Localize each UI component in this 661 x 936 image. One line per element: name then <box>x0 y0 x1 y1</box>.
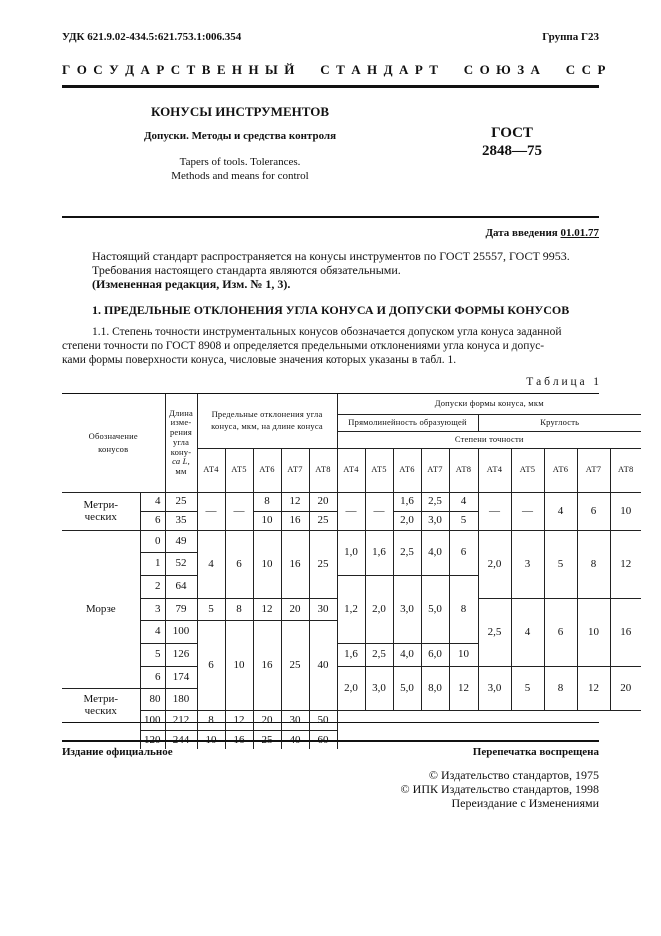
cone-number: 4 <box>140 492 165 511</box>
introduction-date-label: Дата введения <box>485 227 558 239</box>
angle-value: 30 <box>309 598 337 620</box>
header-at4: АТ4 <box>197 448 225 492</box>
introduction-date <box>420 227 599 239</box>
header-at8: АТ8 <box>610 448 641 492</box>
straightness-value: 1,6 <box>393 492 421 511</box>
table-caption: Т а б л и ц а 1 <box>526 376 599 388</box>
official-edition: Издание официальное <box>62 746 173 758</box>
angle-value: 10 <box>253 511 281 530</box>
document-subtitle: Допуски. Методы и средства контроля <box>143 130 337 142</box>
angle-value: 6 <box>225 530 253 598</box>
angle-value: 40 <box>309 620 337 710</box>
amendment-note: (Измененная редакция, Изм. № 1, 3). <box>92 277 291 291</box>
straightness-value: 2,5 <box>393 530 421 575</box>
header-at6: АТ6 <box>393 448 421 492</box>
roundness-value: 3,0 <box>478 666 511 710</box>
header-at6: АТ6 <box>544 448 577 492</box>
straightness-value: 2,0 <box>393 511 421 530</box>
roundness-value: 8 <box>577 530 610 598</box>
intro-paragraph-1: Настоящий стандарт распространяется на конусы инструментов по ГОСТ 25557, ГОСТ 9953. <box>92 249 570 263</box>
dash-cell: — <box>365 492 393 530</box>
straightness-value: 2,0 <box>337 666 365 710</box>
header-at5: АТ5 <box>511 448 544 492</box>
roundness-value: 16 <box>610 598 641 666</box>
table-row <box>62 530 641 552</box>
header-angle-deviation: Предельные отклонения угла конуса, мкм, на длине конуса <box>197 394 337 448</box>
metric-label: Метри- ческих <box>83 692 118 717</box>
straightness-value: 5,0 <box>421 575 449 643</box>
cone-number: 6 <box>140 666 165 688</box>
cone-number: 0 <box>140 530 165 552</box>
angle-value: 25 <box>309 511 337 530</box>
document-title: КОНУСЫ ИНСТРУМЕНТОВ <box>150 104 330 119</box>
gost-number: 2848—75 <box>482 143 542 159</box>
length-value: 35 <box>165 511 197 530</box>
angle-value: 50 <box>309 710 337 730</box>
section-1-heading: 1. ПРЕДЕЛЬНЫЕ ОТКЛОНЕНИЯ УГЛА КОНУСА И ДОПУСКИ ФОРМЫ КОНУСОВ <box>92 303 570 317</box>
dash-cell: — <box>337 492 365 530</box>
roundness-value: 5 <box>544 530 577 598</box>
angle-value: 10 <box>225 620 253 710</box>
straightness-value: 5 <box>449 511 478 530</box>
copyright-1975: © Издательство стандартов, 1975 <box>428 768 599 782</box>
header-length: Длина изме- рения угла кону- са L, мм <box>165 394 197 492</box>
roundness-value: 5 <box>511 666 544 710</box>
angle-value: 20 <box>309 492 337 511</box>
cone-number: 1 <box>140 552 165 575</box>
table-header-row <box>62 394 641 414</box>
angle-value: 6 <box>197 620 225 710</box>
cone-number: 80 <box>140 688 165 710</box>
roundness-value: 10 <box>577 598 610 666</box>
angle-value: 8 <box>253 492 281 511</box>
header-at5: АТ5 <box>365 448 393 492</box>
roundness-value: 4 <box>511 598 544 666</box>
table-row <box>62 710 641 730</box>
english-title-line-2: Methods and means for control <box>171 170 309 182</box>
straightness-value: 1,6 <box>365 530 393 575</box>
straightness-value: 10 <box>449 643 478 666</box>
straightness-value: 1,0 <box>337 530 365 575</box>
dash-cell: — <box>478 492 511 530</box>
header-roundness: Круглость <box>478 414 641 431</box>
straightness-value: 4,0 <box>421 530 449 575</box>
dash-cell: — <box>511 492 544 530</box>
angle-value: 10 <box>253 530 281 598</box>
header-at6: АТ6 <box>253 448 281 492</box>
straightness-value: 6 <box>449 530 478 575</box>
roundness-value: 6 <box>577 492 610 530</box>
straightness-value: 2,0 <box>365 575 393 643</box>
roundness-value: 12 <box>577 666 610 710</box>
length-value: 52 <box>165 552 197 575</box>
straightness-value: 8 <box>449 575 478 643</box>
table-row <box>62 666 641 688</box>
angle-value: 4 <box>197 530 225 598</box>
straightness-value: 2,5 <box>421 492 449 511</box>
cone-number: 3 <box>140 598 165 620</box>
straightness-value: 3,0 <box>421 511 449 530</box>
length-value: 180 <box>165 688 197 710</box>
straightness-value: 5,0 <box>393 666 421 710</box>
header-at8: АТ8 <box>449 448 478 492</box>
header-at4: АТ4 <box>478 448 511 492</box>
angle-value: 16 <box>281 530 309 598</box>
angle-value: 25 <box>309 530 337 598</box>
length-value: 25 <box>165 492 197 511</box>
dash-cell: — <box>225 492 253 530</box>
angle-value: 12 <box>253 598 281 620</box>
copyright-1998: © ИПК Издательство стандартов, 1998 <box>400 782 599 796</box>
angle-value: 30 <box>281 710 309 730</box>
section-1-1-line-3: ками формы поверхности конуса, числовые значения которых указаны в табл. 1. <box>62 354 457 366</box>
angle-value: 12 <box>281 492 309 511</box>
cone-number: 2 <box>140 575 165 598</box>
intro-paragraph-2: Требования настоящего стандарта являются обязательными. <box>92 263 401 277</box>
reissue-note: Переиздание с Изменениями <box>451 796 599 810</box>
angle-value: 25 <box>281 620 309 710</box>
cone-number: 4 <box>140 620 165 643</box>
roundness-value: 3 <box>511 530 544 598</box>
straightness-value: 12 <box>449 666 478 710</box>
angle-value: 16 <box>253 620 281 710</box>
header-accuracy-degrees: Степени точности <box>337 431 641 448</box>
tolerance-table <box>62 394 641 749</box>
header-at4: АТ4 <box>337 448 365 492</box>
reprint-prohibited: Перепечатка воспрещена <box>472 746 599 758</box>
angle-value: 8 <box>197 710 225 730</box>
length-value: 174 <box>165 666 197 688</box>
english-title-line-1: Tapers of tools. Tolerances. <box>179 156 301 168</box>
angle-value: 20 <box>253 710 281 730</box>
header-at7: АТ7 <box>577 448 610 492</box>
straightness-value: 6,0 <box>421 643 449 666</box>
straightness-value: 8,0 <box>421 666 449 710</box>
angle-value: 12 <box>225 710 253 730</box>
angle-value: 8 <box>225 598 253 620</box>
roundness-value: 6 <box>544 598 577 666</box>
roundness-value: 10 <box>610 492 641 530</box>
morse-label: Морзе <box>62 530 140 688</box>
empty-area <box>337 710 641 730</box>
length-value: 100 <box>165 620 197 643</box>
cone-number: 100 <box>140 710 165 730</box>
straightness-value: 3,0 <box>393 575 421 643</box>
roundness-value: 20 <box>610 666 641 710</box>
introduction-date-value: 01.01.77 <box>560 227 599 239</box>
group-code: Группа Г23 <box>542 31 599 43</box>
length-value: 212 <box>165 710 197 730</box>
metric-label: Метри- ческих <box>62 492 140 530</box>
dash-cell: — <box>197 492 225 530</box>
header-at7: АТ7 <box>421 448 449 492</box>
length-value: 64 <box>165 575 197 598</box>
straightness-value: 4 <box>449 492 478 511</box>
table-row <box>62 492 641 511</box>
roundness-value: 8 <box>544 666 577 710</box>
roundness-value: 4 <box>544 492 577 530</box>
cone-number: 6 <box>140 511 165 530</box>
straightness-value: 1,2 <box>337 575 365 643</box>
header-form-tolerance: Допуски формы конуса, мкм <box>337 394 641 414</box>
length-value: 79 <box>165 598 197 620</box>
roundness-value: 12 <box>610 530 641 598</box>
angle-value: 5 <box>197 598 225 620</box>
length-value: 49 <box>165 530 197 552</box>
roundness-value: 2,0 <box>478 530 511 598</box>
header-designation: Обозначение конусов <box>88 431 138 454</box>
udk-code: УДК 621.9.02-434.5:621.753.1:006.354 <box>62 31 242 43</box>
gost-label: ГОСТ <box>491 125 533 141</box>
header-rule <box>62 85 599 88</box>
header-straightness: Прямолинейность образующей <box>337 414 478 431</box>
straightness-value: 3,0 <box>365 666 393 710</box>
cone-number: 5 <box>140 643 165 666</box>
header-at7: АТ7 <box>281 448 309 492</box>
straightness-value: 4,0 <box>393 643 421 666</box>
roundness-value: 2,5 <box>478 598 511 666</box>
organization-title: Г О С У Д А Р С Т В Е Н Н Ы Й С Т А Н Д А Р Т С О Ю З А С С Р <box>62 62 607 77</box>
angle-value: 20 <box>281 598 309 620</box>
footer-rule <box>62 740 599 742</box>
section-1-1-line-1: 1.1. Степень точности инструментальных конусов обозначается допуском угла конуса заданной <box>92 326 562 338</box>
section-1-1-line-2: степени точности по ГОСТ 8908 и определяется предельными отклонениями угла конуса и допус- <box>62 340 545 352</box>
straightness-value: 1,6 <box>337 643 365 666</box>
angle-value: 16 <box>281 511 309 530</box>
header-at5: АТ5 <box>225 448 253 492</box>
length-value: 126 <box>165 643 197 666</box>
header-at8: АТ8 <box>309 448 337 492</box>
title-rule <box>62 216 599 218</box>
straightness-value: 2,5 <box>365 643 393 666</box>
